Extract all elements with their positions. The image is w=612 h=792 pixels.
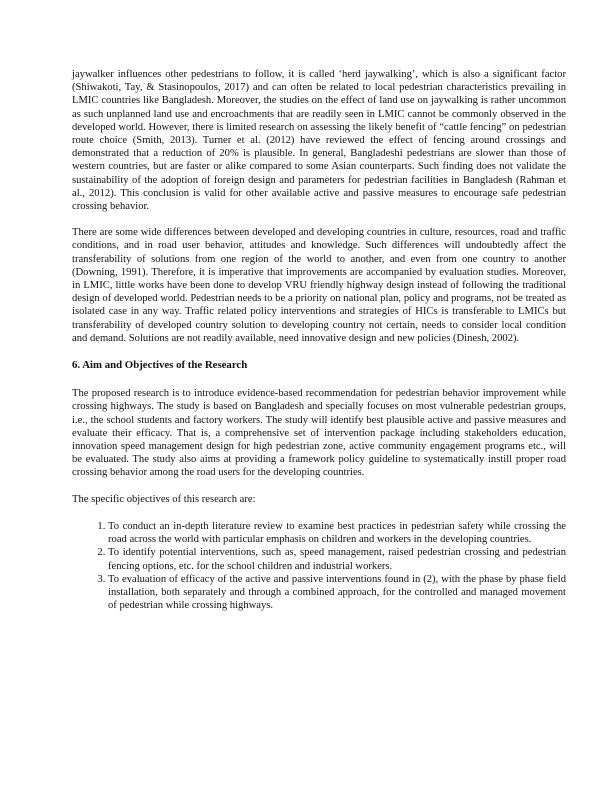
paragraph-differences: There are some wide differences between developed and developing countries in culture, resources, road and traffic conditions, and in road user behavior, attitudes and knowledge. Such differences will undoubtedly affect the transferability of solutions from one region of the world to another, and even from one country to another (Downing, 1991). Therefore, it is imperative that improvements are accompanied by evaluation studies. Moreover, in LMIC, little works have been done to develop VRU friendly highway design instead of following the traditional design of developed world. Pedestrian needs to be a priority on national plan, policy and programs, not be treated as isolated case in any way. Traffic related policy interventions and strategies of HICs is transferable to LMICs but transferability of developed country solution to developing country not certain, needs to consider local condition and demand. Solutions are not readily available, need innovative design and new policies (Dinesh, 2002). <box>72 227 566 344</box>
paragraph-jaywalking: jaywalker influences other pedestrians to follow, it is called ‘herd jaywalking’, which is also a significant factor (Shiwakoti, Tay, & Stasinopoulos, 2017) and can often be related to local pedestrian characteristics prevailing in LMIC countries like Bangladesh. Moreover, the studies on the effect of land use on jaywalking is rather uncommon as such unplanned land use and encroachments that are readily seen in LMIC cannot be commonly observed in the developed world. However, there is limited research on assessing the likely benefit of “cattle fencing” on pedestrian route choice (Smith, 2013). Turner et al. (2012) have reviewed the effect of fencing around crossings and demonstrated that a reduction of 20% is plausible. In general, Bangladeshi pedestrians are slower than those of western countries, but are faster or alike compared to some Asian counterparts. Such finding does not validate the sustainability of the adoption of foreign design and parameters for pedestrian facilities in Bangladesh (Rahman et al., 2012). This conclusion is valid for other available active and passive measures to encourage safe pedestrian crossing behavior. <box>72 69 566 213</box>
objective-item: 3. To evaluation of efficacy of the active and passive interventions found in (2), with the phase by phase field installation, both separately and through a combined approach, for the controlled and managed movement of pedestrian while crossing highways. <box>108 573 566 613</box>
paragraph-proposed-research: The proposed research is to introduce evidence-based recommendation for pedestrian behavior improvement while crossing highways. The study is based on Bangladesh and specially focuses on most vulnerable pedestrian groups, i.e., the school students and factory workers. The study will identify best plausible active and passive measures and evaluate their efficacy. That is, a comprehensive set of intervention package including stakeholders education, innovation speed management design for high pedestrian zone, active community engagement programs etc., will be evaluated. The study also aims at providing a framework policy guideline to systematically instill proper road crossing behavior among the road users for the developing countries. <box>72 388 566 479</box>
paragraph-objectives-intro: The specific objectives of this research are: <box>72 493 256 505</box>
page-content <box>72 68 566 612</box>
section-heading: 6. Aim and Objectives of the Research <box>72 359 248 372</box>
objective-item: 1. To conduct an in-depth literature review to examine best practices in pedestrian safety while crossing the road across the world with particular emphasis on children and workers in the developing countries. <box>108 520 566 546</box>
objectives-list <box>72 520 566 612</box>
objective-item: 2. To identify potential interventions, such as, speed management, raised pedestrian crossing and pedestrian fencing options, etc. for the school children and industrial workers. <box>108 546 566 572</box>
